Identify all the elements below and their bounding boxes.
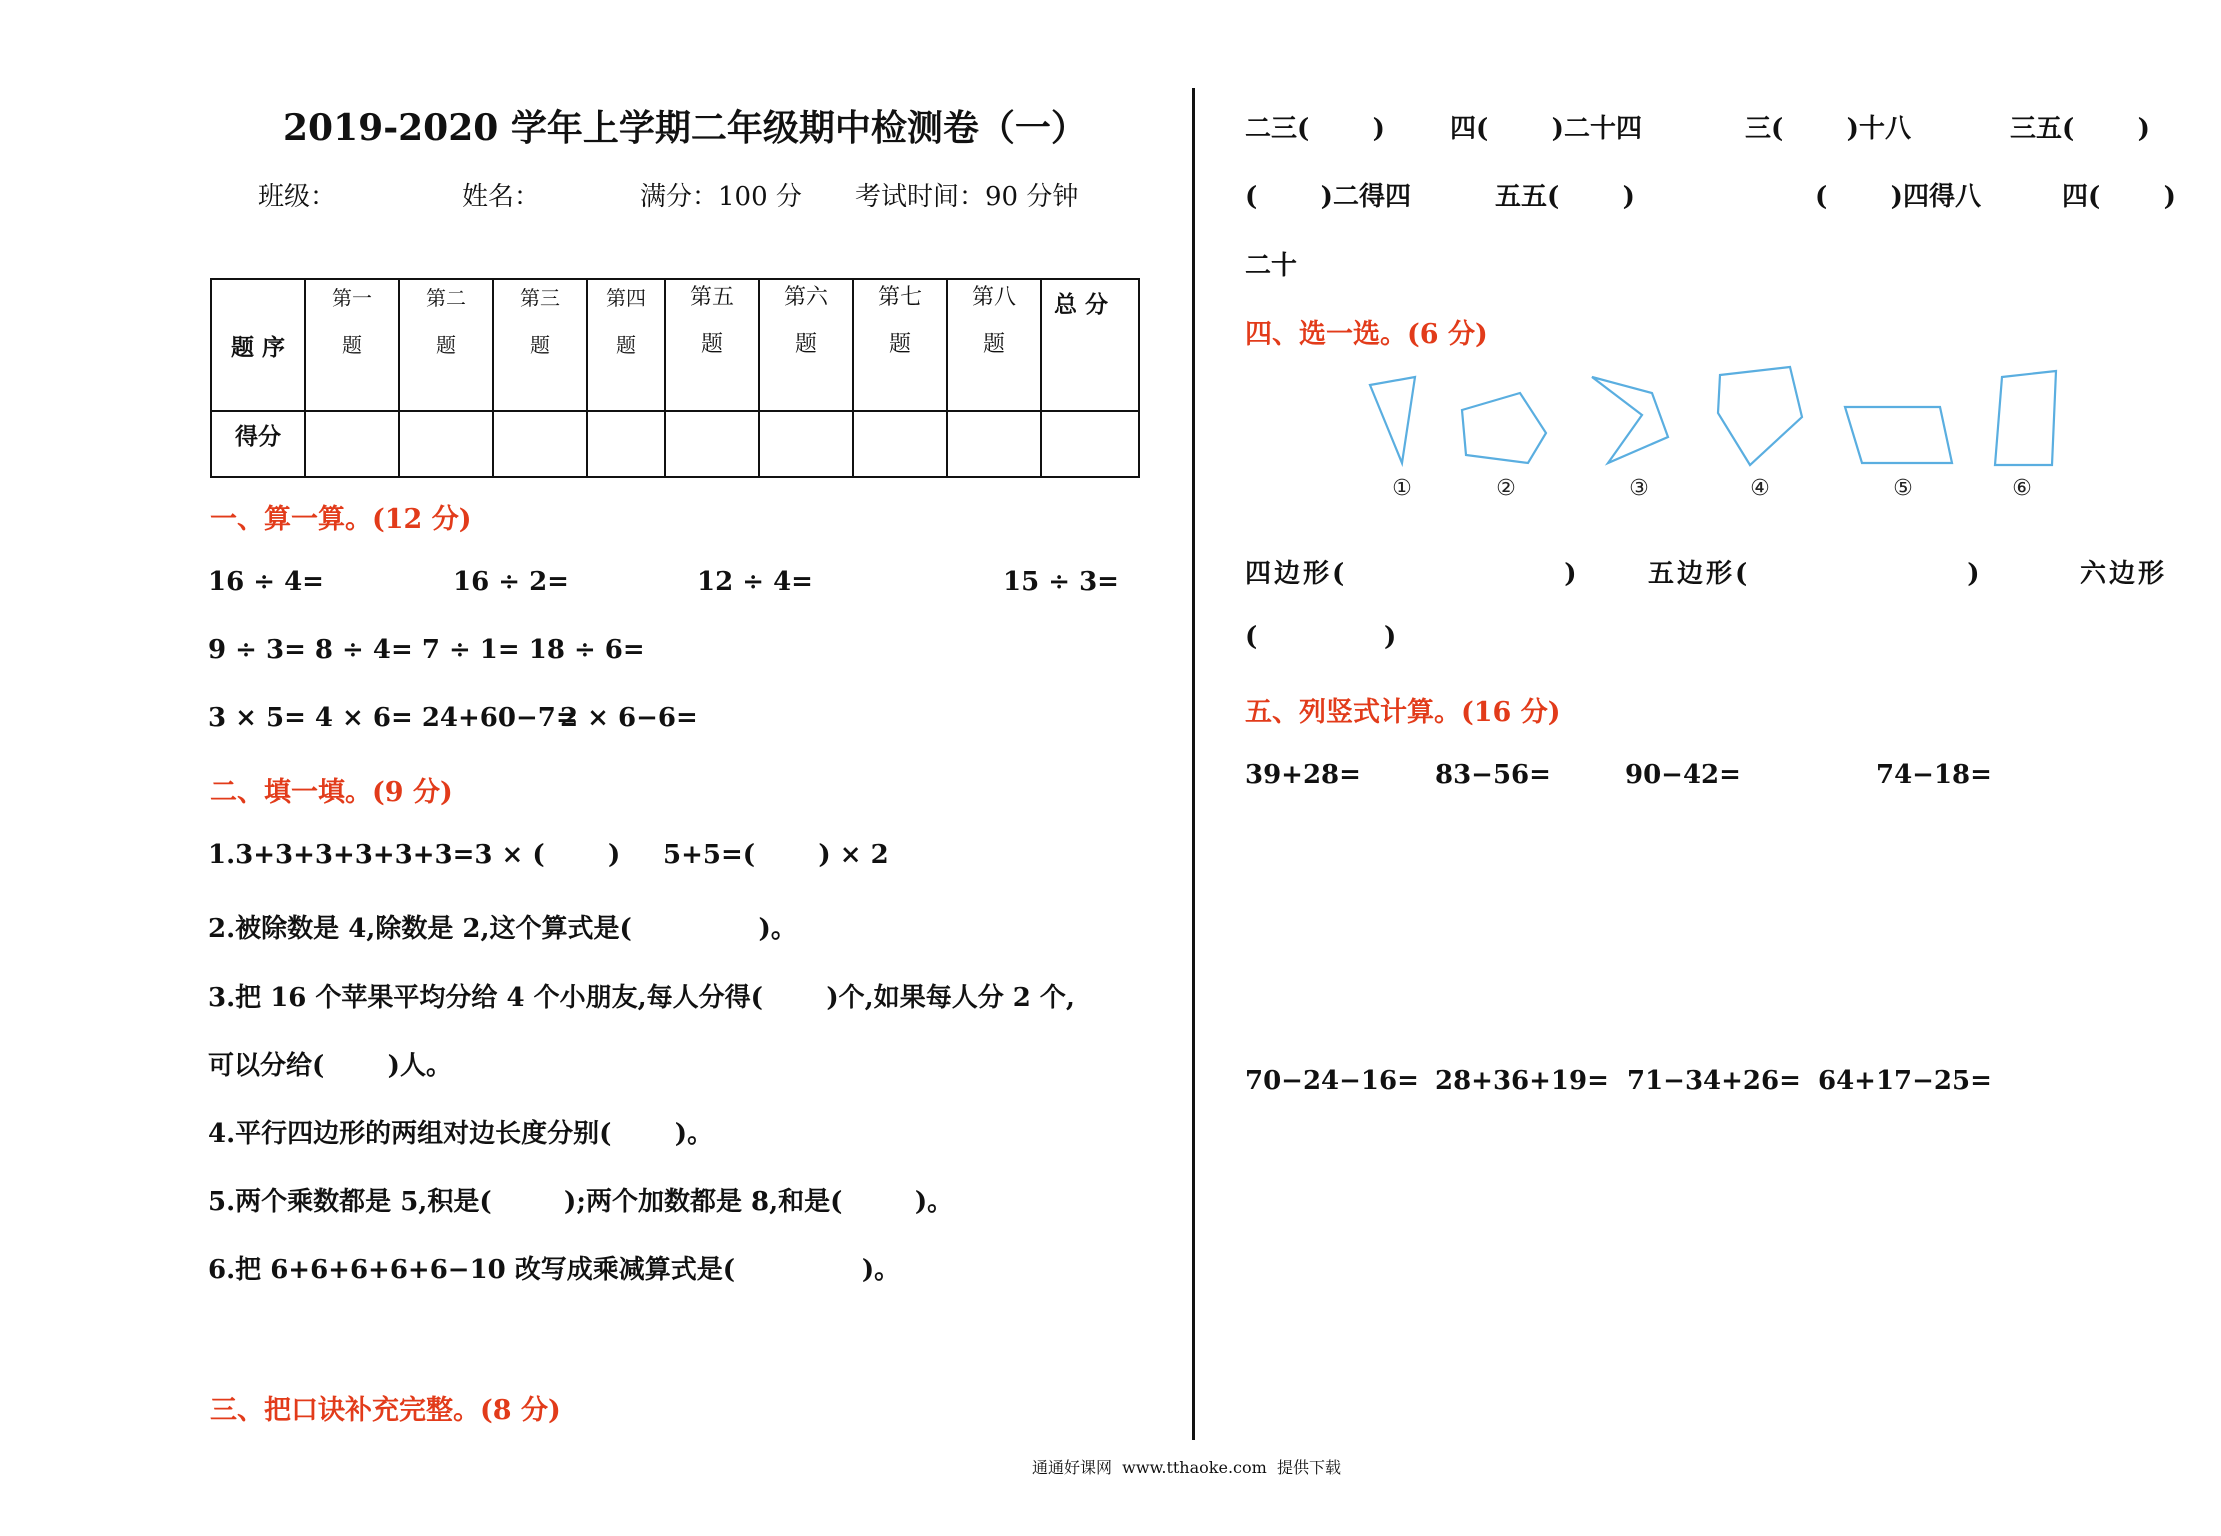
col-header-1: 第一 题 [305, 279, 399, 411]
fill-question-5: 5.两个乘数都是 5,积是( );两个加数都是 8,和是( )。 [208, 1187, 954, 1217]
score-cell [759, 411, 853, 477]
vertical-calc-item: 39+28= [1245, 760, 1361, 790]
calc-row: 9 ÷ 3= 8 ÷ 4= 7 ÷ 1= 18 ÷ 6= [208, 635, 645, 665]
col-header-2: 第二 题 [399, 279, 493, 411]
col-header-3: 第三 题 [493, 279, 587, 411]
fill-question-1a: 1.3+3+3+3+3+3=3 × ( ) [208, 840, 621, 870]
shape-label-4: ④ [1750, 476, 1770, 501]
page-title: 2019-2020 学年上学期二年级期中检测卷（一） [283, 107, 1087, 149]
shape-label-5: ⑤ [1893, 476, 1913, 501]
score-cell [493, 411, 587, 477]
vertical-calc-item: 64+17−25= [1818, 1066, 1992, 1096]
score-cell-total [1041, 411, 1139, 477]
score-cell [305, 411, 399, 477]
rhyme-item: 二十 [1245, 251, 1298, 281]
rhyme-item: 三五( ) [2010, 114, 2150, 144]
col-header-5: 第五 题 [665, 279, 759, 411]
rhyme-item: 二三( ) [1245, 114, 1385, 144]
calc-item: 12 ÷ 4= [697, 567, 813, 597]
row-label-score: 得分 [211, 411, 305, 477]
shape-2-pentagon [1462, 393, 1546, 463]
section1-heading: 一、算一算。(12 分) [210, 504, 472, 535]
shape-label-2: ② [1496, 476, 1516, 501]
exam-time: 考试时间：90 分钟 [855, 182, 1079, 212]
score-cell [665, 411, 759, 477]
rhyme-item: ( )四得八 [1815, 182, 1981, 212]
vertical-calc-item: 83−56= [1435, 760, 1551, 790]
score-cell [947, 411, 1041, 477]
shape-3-concave [1592, 377, 1668, 463]
rhyme-item: 四( ) [2062, 182, 2176, 212]
score-cell [587, 411, 665, 477]
polygon-shapes [1340, 355, 2080, 505]
fill-question-3a: 3.把 16 个苹果平均分给 4 个小朋友,每人分得( )个,如果每人分 2 个, [208, 983, 1075, 1013]
rhyme-item: 四( )二十四 [1450, 114, 1642, 144]
rhyme-item: 三( )十八 [1745, 114, 1911, 144]
shape-4-pentagon [1718, 367, 1802, 465]
shape-6-trapezoid [1995, 371, 2056, 465]
pentagon-answer: 五边形( ) [1648, 559, 1983, 589]
section4-heading: 四、选一选。(6 分) [1245, 319, 1488, 350]
rhyme-item: 五五( ) [1495, 182, 1635, 212]
name-label: 姓名： [462, 182, 541, 212]
col-header-7: 第七 题 [853, 279, 947, 411]
shape-1-triangle [1370, 377, 1415, 463]
vertical-calc-item: 90−42= [1625, 760, 1741, 790]
calc-item: 16 ÷ 2= [453, 567, 569, 597]
fill-question-4: 4.平行四边形的两组对边长度分别( )。 [208, 1119, 714, 1149]
calc-row: 3 × 5= 4 × 6= 24+60−7= [208, 703, 578, 733]
score-table [210, 278, 1140, 478]
vertical-calc-item: 28+36+19= [1435, 1066, 1609, 1096]
shape-label-6: ⑥ [2012, 476, 2032, 501]
score-cell [399, 411, 493, 477]
vertical-calc-item: 74−18= [1876, 760, 1992, 790]
row-label-order: 题 序 [211, 279, 305, 411]
footer-source: 通通好课网 www.tthaoke.com 提供下载 [1032, 1458, 1341, 1477]
fill-question-2: 2.被除数是 4,除数是 2,这个算式是( )。 [208, 914, 797, 944]
shape-5-parallelogram [1845, 407, 1952, 463]
class-label: 班级： [258, 182, 337, 212]
col-header-4: 第四 题 [587, 279, 665, 411]
rhyme-item: ( )二得四 [1245, 182, 1411, 212]
calc-item: 15 ÷ 3= [1003, 567, 1119, 597]
section3-heading: 三、把口诀补充完整。(8 分) [210, 1395, 561, 1426]
score-cell [853, 411, 947, 477]
shape-label-1: ① [1392, 476, 1412, 501]
calc-item: 16 ÷ 4= [208, 567, 324, 597]
fill-question-6: 6.把 6+6+6+6+6−10 改写成乘减算式是( )。 [208, 1255, 901, 1285]
quadrilateral-answer: 四边形( ) [1245, 559, 1580, 589]
hexagon-answer: ( ) [1245, 622, 1397, 652]
hexagon-label: 六边形 [2080, 559, 2168, 589]
col-header-6: 第六 题 [759, 279, 853, 411]
fill-question-1b: 5+5=( ) × 2 [663, 840, 889, 870]
col-header-8: 第八 题 [947, 279, 1041, 411]
section2-heading: 二、填一填。(9 分) [210, 777, 453, 808]
col-header-total: 总 分 [1041, 279, 1139, 411]
column-divider [1192, 88, 1195, 1440]
calc-item: 2 × 6−6= [560, 703, 698, 733]
vertical-calc-item: 70−24−16= [1245, 1066, 1419, 1096]
section5-heading: 五、列竖式计算。(16 分) [1245, 697, 1561, 728]
shape-label-3: ③ [1629, 476, 1649, 501]
full-score: 满分：100 分 [640, 182, 802, 212]
fill-question-3b: 可以分给( )人。 [208, 1051, 452, 1081]
vertical-calc-item: 71−34+26= [1627, 1066, 1801, 1096]
